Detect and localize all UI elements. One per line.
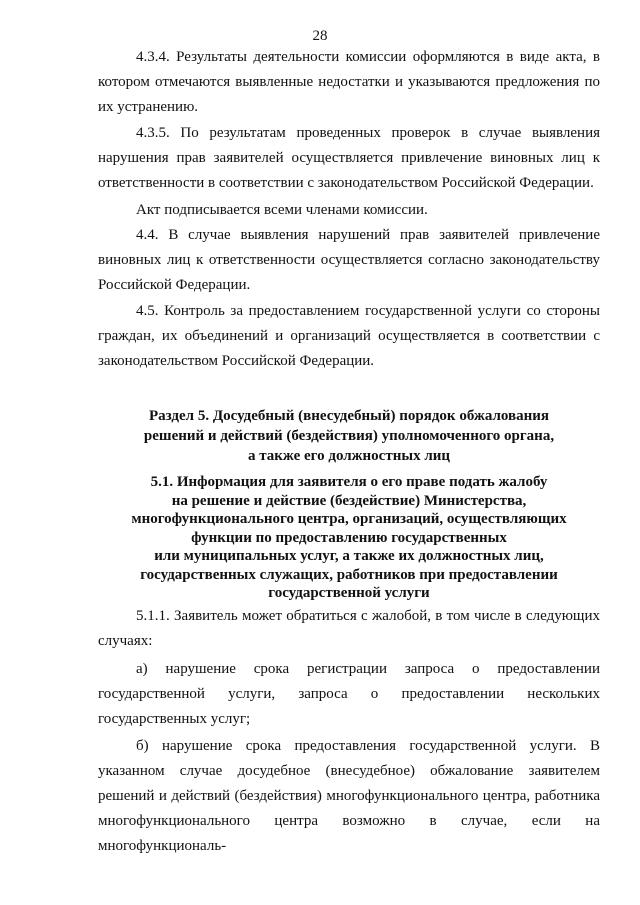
paragraph-item-b: б) нарушение срока предоставления государственной услуги. В указанном случае досудебное (внесудебное) обжалование заявителем решений и действий (бездействия) многофункционального центра, работника многофункционального центра возможно в случае, если на многофункциональ- [98, 738, 600, 854]
paragraph-4-4: 4.4. В случае выявления нарушений прав заявителей привлечение виновных лиц к ответственности осуществляется согласно законодательству Российской Федерации. [98, 227, 600, 293]
subsection-heading-line: государственной услуги [268, 585, 430, 601]
subsection-heading-line: многофункционального центра, организаций, осуществляющих [131, 511, 567, 527]
paragraph-act-signing: Акт подписывается всеми членами комиссии. [136, 202, 428, 218]
paragraph-5-1-1: 5.1.1. Заявитель может обратиться с жалобой, в том числе в следующих случаях: [98, 608, 600, 649]
section-5-heading [98, 406, 600, 466]
section-heading-line: решений и действий (бездействия) уполномоченного органа, [143, 428, 555, 444]
section-heading-line: а также его должностных лиц [247, 448, 451, 464]
section-heading-line: Раздел 5. Досудебный (внесудебный) порядок обжалования [149, 408, 549, 424]
subsection-heading-line: на решение и действие (бездействие) Министерства, [171, 492, 527, 509]
subsection-5-1-heading [98, 473, 600, 603]
page-number: 28 [312, 28, 328, 44]
paragraph-4-3-4: 4.3.4. Результаты деятельности комиссии оформляются в виде акта, в котором отмечаются выявленные недостатки и указываются предложения по их устранению. [98, 49, 600, 115]
paragraph-4-5: 4.5. Контроль за предоставлением государственной услуги со стороны граждан, их объединений и организаций осуществляется в соответствии с законодательством Российской Федерации. [98, 303, 600, 369]
subsection-heading-line: или муниципальных услуг, а также их должностных лиц, [154, 548, 544, 564]
subsection-heading-line: функции по предоставлению государственных [191, 529, 507, 546]
paragraph-4-3-5: 4.3.5. По результатам проведенных проверок в случае выявления нарушения прав заявителей осуществляется привлечение виновных лиц к ответственности в соответствии с законодательством Российской Федерации. [98, 125, 600, 191]
subsection-heading-line: 5.1. Информация для заявителя о его праве подать жалобу [150, 474, 548, 490]
paragraph-item-a: а) нарушение срока регистрации запроса о предоставлении государственной услуги, запроса о предоставлении нескольких государственных услуг; [98, 661, 600, 727]
subsection-heading-line: государственных служащих, работников при предоставлении [140, 566, 558, 583]
